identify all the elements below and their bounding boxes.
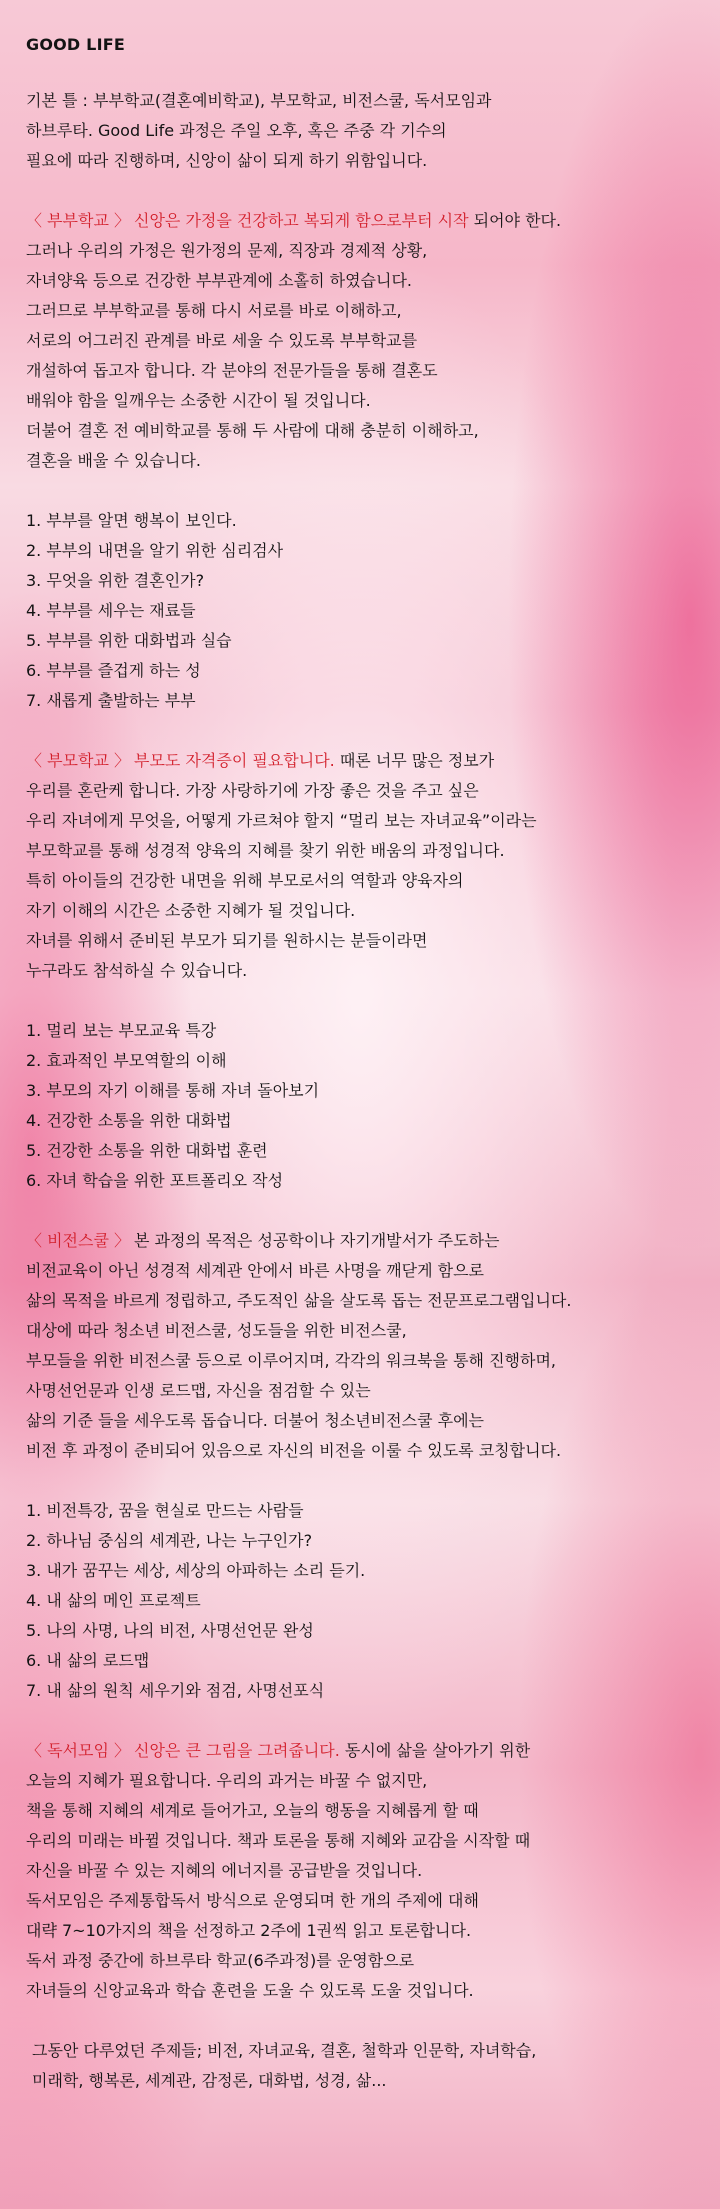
section-couples-school xyxy=(26,206,700,716)
intro-line: 기본 틀 : 부부학교(결혼예비학교), 부모학교, 비전스쿨, 독서모임과 xyxy=(26,91,492,110)
section-line: 비전 후 과정이 준비되어 있음으로 자신의 비전을 이룰 수 있도록 코칭합니다. xyxy=(26,1441,562,1460)
section-line: 비전교육이 아닌 성경적 세계관 안에서 바른 사명을 깨닫게 함으로 xyxy=(26,1261,485,1280)
section-line: 서로의 어그러진 관계를 바로 세울 수 있도록 부부학교를 xyxy=(26,331,418,350)
section-highlight: 신앙은 가정을 건강하고 복되게 함으로부터 시작 xyxy=(134,211,469,230)
list-item: 5. 부부를 위한 대화법과 실습 xyxy=(26,631,232,650)
section-paragraph xyxy=(26,1226,700,1466)
section-highlight: 신앙은 큰 그림을 그려줍니다. xyxy=(134,1741,340,1760)
list-item: 3. 내가 꿈꾸는 세상, 세상의 아파하는 소리 듣기. xyxy=(26,1561,366,1580)
list-item: 1. 비전특강, 꿈을 현실로 만드는 사람들 xyxy=(26,1501,304,1520)
list-item: 5. 건강한 소통을 위한 대화법 훈련 xyxy=(26,1141,268,1160)
page-title: GOOD LIFE xyxy=(26,35,125,54)
intro-line: 하브루타. Good Life 과정은 주일 오후, 혹은 주중 각 기수의 xyxy=(26,121,447,140)
list-item: 2. 하나님 중심의 세계관, 나는 누구인가? xyxy=(26,1531,313,1550)
section-first-line xyxy=(26,1736,700,1766)
section-line: 우리 자녀에게 무엇을, 어떻게 가르쳐야 할지 “멀리 보는 자녀교육”이라는 xyxy=(26,811,537,830)
section-line: 대상에 따라 청소년 비전스쿨, 성도들을 위한 비전스쿨, xyxy=(26,1321,407,1340)
section-vision-school xyxy=(26,1226,700,1706)
list-item: 6. 자녀 학습을 위한 포트폴리오 작성 xyxy=(26,1171,284,1190)
section-parents-school xyxy=(26,746,700,1196)
section-first-line xyxy=(26,746,700,776)
section-line: 삶의 기준 들을 세우도록 돕습니다. 더불어 청소년비전스쿨 후에는 xyxy=(26,1411,485,1430)
list-item: 6. 부부를 즐겁게 하는 성 xyxy=(26,661,201,680)
topics-line: 그동안 다루었던 주제들; 비전, 자녀교육, 결혼, 철학과 인문학, 자녀학습, xyxy=(32,2041,537,2060)
section-line: 그러므로 부부학교를 통해 다시 서로를 바로 이해하고, xyxy=(26,301,402,320)
section-line: 자신을 바꿀 수 있는 지혜의 에너지를 공급받을 것입니다. xyxy=(26,1861,423,1880)
section-line: 대략 7~10가지의 책을 선정하고 2주에 1권씩 읽고 토론합니다. xyxy=(26,1921,472,1940)
list-item: 3. 부모의 자기 이해를 통해 자녀 돌아보기 xyxy=(26,1081,320,1100)
section-highlight: 부모도 자격증이 필요합니다. xyxy=(134,751,335,770)
list-item: 6. 내 삶의 로드맵 xyxy=(26,1651,150,1670)
section-line: 우리의 미래는 바뀔 것입니다. 책과 토론을 통해 지혜와 교감을 시작할 때 xyxy=(26,1831,531,1850)
section-line: 부모들을 위한 비전스쿨 등으로 이루어지며, 각각의 워크북을 통해 진행하며, xyxy=(26,1351,556,1370)
list-item: 4. 내 삶의 메인 프로젝트 xyxy=(26,1591,201,1610)
section-paragraph xyxy=(26,1736,700,2006)
list-item: 7. 새롭게 출발하는 부부 xyxy=(26,691,196,710)
curriculum-list xyxy=(26,1016,700,1196)
section-line: 자녀양육 등으로 건강한 부부관계에 소홀히 하였습니다. xyxy=(26,271,413,290)
topics-paragraph xyxy=(26,2036,700,2096)
section-line: 사명선언문과 인생 로드맵, 자신을 점검할 수 있는 xyxy=(26,1381,371,1400)
list-item: 2. 효과적인 부모역할의 이해 xyxy=(26,1051,227,1070)
section-first-line xyxy=(26,1226,700,1256)
section-first-rest: 되어야 한다. xyxy=(468,211,562,230)
section-line: 누구라도 참석하실 수 있습니다. xyxy=(26,961,248,980)
section-first-rest: 본 과정의 목적은 성공학이나 자기개발서가 주도하는 xyxy=(134,1231,500,1250)
list-item: 3. 무엇을 위한 결혼인가? xyxy=(26,571,205,590)
section-paragraph xyxy=(26,206,700,476)
section-line: 배워야 함을 일깨우는 소중한 시간이 될 것입니다. xyxy=(26,391,371,410)
section-first-rest: 동시에 삶을 살아가기 위한 xyxy=(339,1741,531,1760)
section-line: 결혼을 배울 수 있습니다. xyxy=(26,451,201,470)
section-line: 특히 아이들의 건강한 내면을 위해 부모로서의 역할과 양육자의 xyxy=(26,871,464,890)
list-item: 2. 부부의 내면을 알기 위한 심리검사 xyxy=(26,541,284,560)
curriculum-list xyxy=(26,506,700,716)
section-first-rest: 때론 너무 많은 정보가 xyxy=(334,751,495,770)
section-line: 개설하여 돕고자 합니다. 각 분야의 전문가들을 통해 결혼도 xyxy=(26,361,438,380)
intro-paragraph xyxy=(26,86,700,176)
list-item: 4. 부부를 세우는 재료들 xyxy=(26,601,196,620)
section-line: 그러나 우리의 가정은 원가정의 문제, 직장과 경제적 상황, xyxy=(26,241,428,260)
section-line: 독서모임은 주제통합독서 방식으로 운영되며 한 개의 주제에 대해 xyxy=(26,1891,479,1910)
section-line: 부모학교를 통해 성경적 양육의 지혜를 찾기 위한 배움의 과정입니다. xyxy=(26,841,505,860)
curriculum-list xyxy=(26,1496,700,1706)
section-paragraph xyxy=(26,746,700,986)
section-reading-group xyxy=(26,1736,700,2006)
section-line: 자녀들의 신앙교육과 학습 훈련을 도울 수 있도록 도울 것입니다. xyxy=(26,1981,474,2000)
section-line: 우리를 혼란케 합니다. 가장 사랑하기에 가장 좋은 것을 주고 싶은 xyxy=(26,781,479,800)
section-line: 책을 통해 지혜의 세계로 들어가고, 오늘의 행동을 지혜롭게 할 때 xyxy=(26,1801,479,1820)
section-tag: 〈 부부학교 〉 xyxy=(26,211,130,230)
topics-line: 미래학, 행복론, 세계관, 감정론, 대화법, 성경, 삶... xyxy=(32,2071,387,2090)
list-item: 1. 멀리 보는 부모교육 특강 xyxy=(26,1021,217,1040)
section-tag: 〈 비전스쿨 〉 xyxy=(26,1231,130,1250)
section-line: 자녀를 위해서 준비된 부모가 되기를 원하시는 분들이라면 xyxy=(26,931,428,950)
intro-line: 필요에 따라 진행하며, 신앙이 삶이 되게 하기 위함입니다. xyxy=(26,151,428,170)
section-line: 자기 이해의 시간은 소중한 지혜가 될 것입니다. xyxy=(26,901,356,920)
section-line: 더불어 결혼 전 예비학교를 통해 두 사람에 대해 충분히 이해하고, xyxy=(26,421,479,440)
section-first-line xyxy=(26,206,700,236)
list-item: 7. 내 삶의 원칙 세우기와 점검, 사명선포식 xyxy=(26,1681,325,1700)
list-item: 5. 나의 사명, 나의 비전, 사명선언문 완성 xyxy=(26,1621,314,1640)
section-tag: 〈 부모학교 〉 xyxy=(26,751,130,770)
list-item: 4. 건강한 소통을 위한 대화법 xyxy=(26,1111,232,1130)
section-line: 오늘의 지혜가 필요합니다. 우리의 과거는 바꿀 수 없지만, xyxy=(26,1771,428,1790)
section-tag: 〈 독서모임 〉 xyxy=(26,1741,130,1760)
section-line: 독서 과정 중간에 하브루타 학교(6주과정)를 운영함으로 xyxy=(26,1951,415,1970)
section-line: 삶의 목적을 바르게 정립하고, 주도적인 삶을 살도록 돕는 전문프로그램입니다. xyxy=(26,1291,572,1310)
list-item: 1. 부부를 알면 행복이 보인다. xyxy=(26,511,237,530)
